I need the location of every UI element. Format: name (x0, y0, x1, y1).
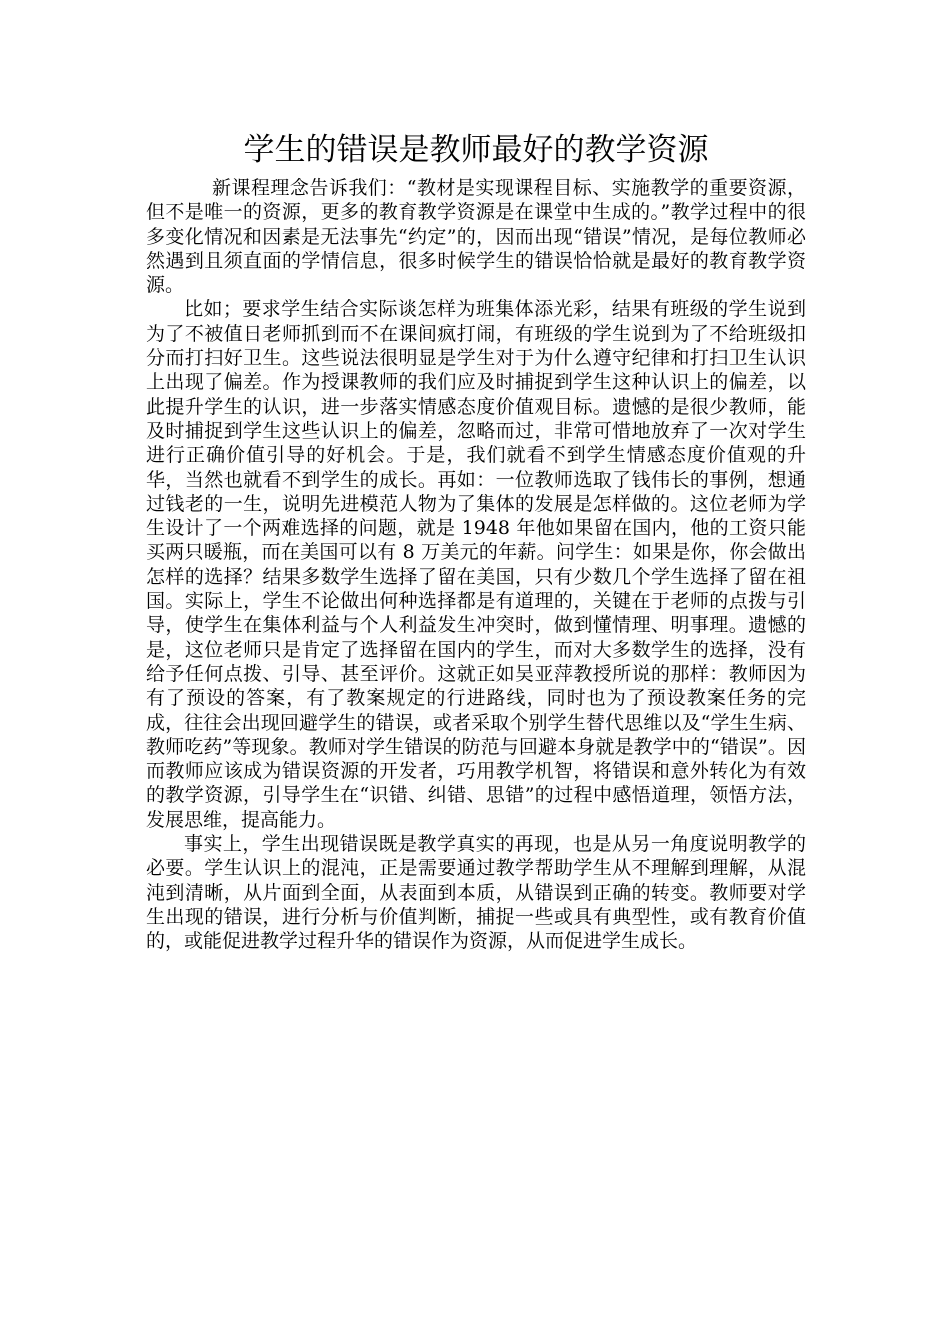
paragraph-examples: 比如；要求学生结合实际谈怎样为班集体添光彩，结果有班级的学生说到为了不被值日老师抓到而不在课间疯打闹，有班级的学生说到为了不给班级扣分而打扫好卫生。这些说法很明显是学生对于为什么遵守纪律和打扫卫生认识上出现了偏差。作为授课教师的我们应及时捕捉到学生这种认识上的偏差，以此提升学生的认识，进一步落实情感态度价值观目标。遗憾的是很少教师，能及时捕捉到学生这些认识上的偏差，忽略而过，非常可惜地放弃了一次对学生进行正确价值引导的好机会。于是，我们就看不到学生情感态度价值观的升华，当然也就看不到学生的成长。再如：一位教师选取了钱伟长的事例，想通过钱老的一生，说明先进模范人物为了集体的发展是怎样做的。这位老师为学生设计了一个两难选择的问题，就是 1948 年他如果留在国内，他的工资只能买两只暖瓶，而在美国可以有 8 万美元的年薪。问学生：如果是你，你会做出怎样的选择？结果多数学生选择了留在美国，只有少数几个学生选择了留在祖国。实际上，学生不论做出何种选择都是有道理的，关键在于老师的点拨与引导，使学生在集体利益与个人利益发生冲突时，做到懂情理、明事理。遗憾的是，这位老师只是肯定了选择留在国内的学生，而对大多数学生的选择，没有给予任何点拨、引导、甚至评价。这就正如吴亚萍教授所说的那样：教师因为有了预设的答案，有了教案规定的行进路线，同时也为了预设教案任务的完成，往往会出现回避学生的错误，或者采取个别学生替代思维以及“学生生病、教师吃药”等现象。教师对学生错误的防范与回避本身就是教学中的“错误”。因而教师应该成为错误资源的开发者，巧用教学机智，将错误和意外转化为有效的教学资源，引导学生在“识错、纠错、思错”的过程中感悟道理，领悟方法，发展思维，提高能力。 (146, 298, 806, 831)
document-title: 学生的错误是教师最好的教学资源 (243, 132, 709, 168)
paragraph-intro: 新课程理念告诉我们：“教材是实现课程目标、实施教学的重要资源，但不是唯一的资源，更多的教育教学资源是在课堂中生成的。”教学过程中的很多变化情况和因素是无法事先“约定”的，因而出现“错误”情况，是每位教师必然遇到且须直面的学情信息，很多时候学生的错误恰恰就是最好的教育教学资源。 (146, 177, 806, 297)
paragraph-conclusion: 事实上，学生出现错误既是教学真实的再现，也是从另一角度说明教学的必要。学生认识上的混沌，正是需要通过教学帮助学生从不理解到理解，从混沌到清晰，从片面到全面，从表面到本质，从错误到正确的转变。教师要对学生出现的错误，进行分析与价值判断，捕捉一些或具有典型性，或有教育价值的，或能促进教学过程升华的错误作为资源，从而促进学生成长。 (146, 833, 806, 953)
document-body (146, 128, 806, 954)
